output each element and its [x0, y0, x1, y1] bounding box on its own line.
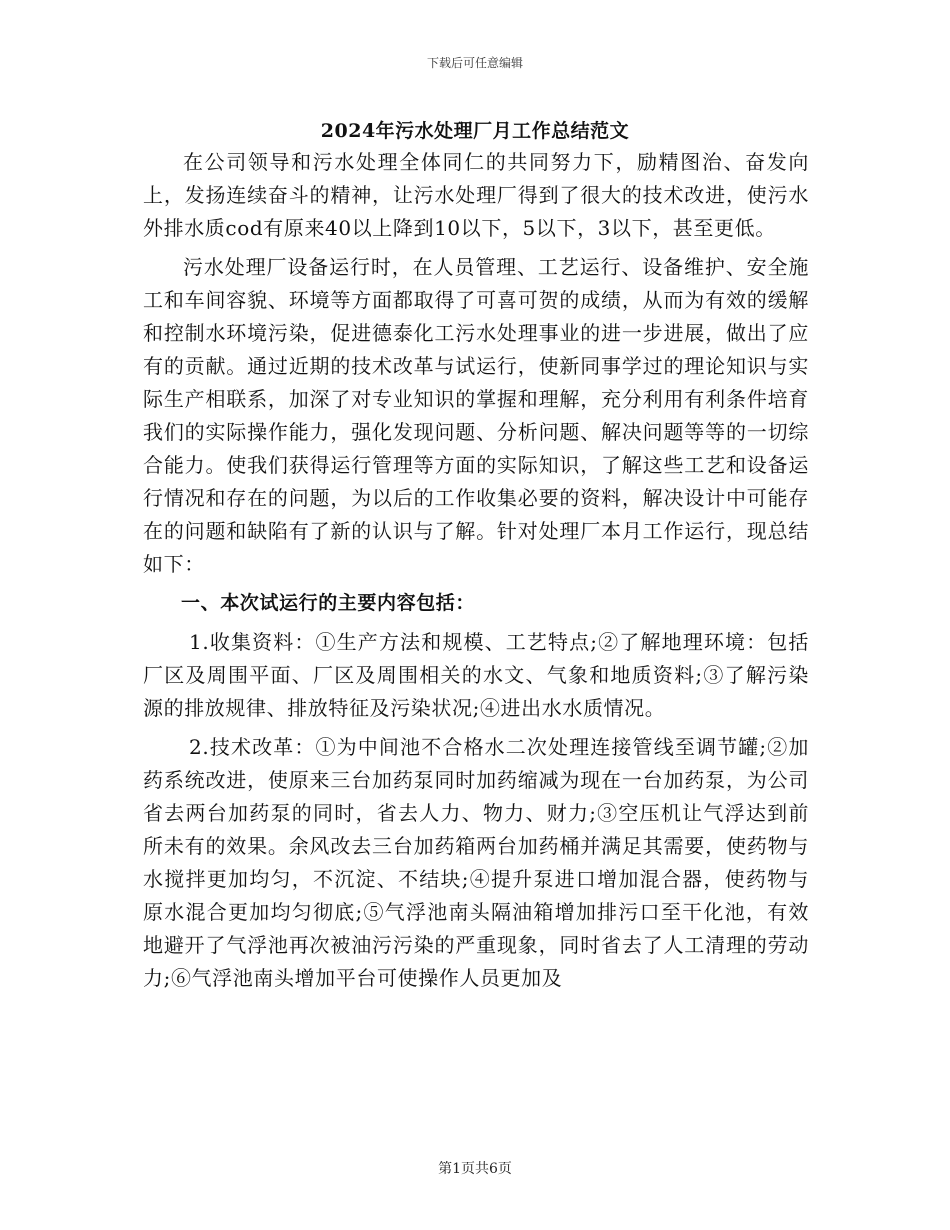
page-number-footer: 第1页共6页 — [438, 1161, 512, 1177]
document-title: 2024年污水处理厂月工作总结范文 — [320, 120, 630, 142]
document-body — [143, 146, 809, 1001]
body-paragraph-2: 污水处理厂设备运行时，在人员管理、工艺运行、设备维护、安全施工和车间容貌、环境等方面都取得了可喜可贺的成绩，从而为有效的缓解和控制水环境污染，促进德泰化工污水处理事业的进一步进展，做出了应有的贡献。通过近期的技术改革与试运行，使新同事学过的理论知识与实际生产相联系，加深了对专业知识的掌握和理解，充分利用有利条件培育我们的实际操作能力，强化发现问题、分析问题、解决问题等等的一切综合能力。使我们获得运行管理等方面的实际知识，了解这些工艺和设备运行情况和存在的问题，为以后的工作收集必要的资料，解决设计中可能存在的问题和缺陷有了新的认识与了解。针对处理厂本月工作运行，现总结如下： — [143, 255, 809, 576]
body-paragraph-1: 在公司领导和污水处理全体同仁的共同努力下，励精图治、奋发向上，发扬连续奋斗的精神，让污水处理厂得到了很大的技术改进，使污水外排水质cod有原来40以上降到10以下，5以下，3以下，甚至更低。 — [143, 150, 809, 240]
list-item-collect-data: 1.收集资料：①生产方法和规模、工艺特点;②了解地理环境：包括厂区及周围平面、厂区及周围相关的水文、气象和地质资料;③了解污染源的排放规律、排放特征及污染状况;④进出水水质情况。 — [143, 630, 809, 720]
page-header: 下载后可任意编辑 — [426, 56, 523, 70]
list-item-technical-reform: 2.技术改革：①为中间池不合格水二次处理连接管线至调节罐;②加药系统改进，使原来三台加药泵同时加药缩减为现在一台加药泵，为公司省去两台加药泵的同时，省去人力、物力、财力;③空压机让气浮达到前所未有的效果。余风改去三台加药箱两台加药桶并满足其需要，使药物与水搅拌更加均匀，不沉淀、不结块;④提升泵进口增加混合器，使药物与原水混合更加均匀彻底;⑤气浮池南头隔油箱增加排污口至干化池，有效地避开了气浮池再次被油污污染的严重现象，同时省去了人工清理的劳动力;⑥气浮池南头增加平台可使操作人员更加及 — [143, 735, 809, 990]
section-heading: 一、本次试运行的主要内容包括： — [181, 592, 476, 614]
